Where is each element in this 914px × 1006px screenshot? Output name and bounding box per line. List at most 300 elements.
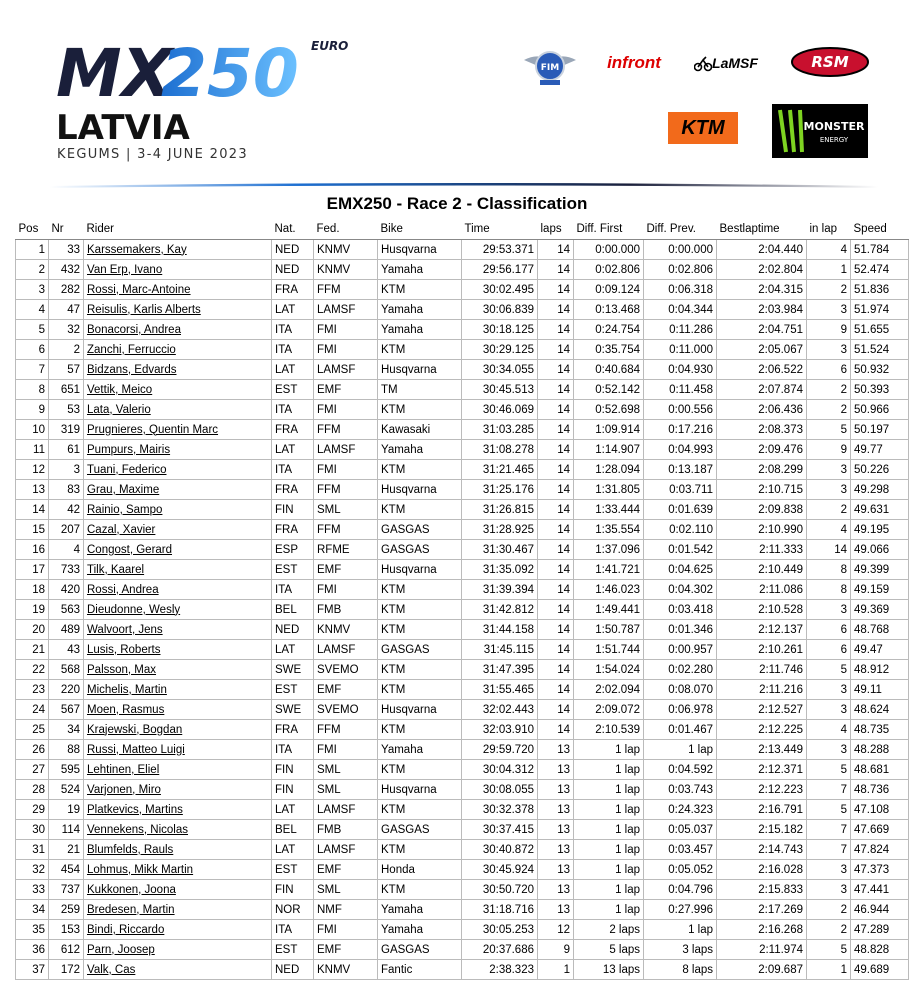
cell-in-lap: 7 bbox=[807, 820, 851, 840]
cell-bike: Yamaha bbox=[378, 740, 462, 760]
cell-diff-first: 1 lap bbox=[574, 860, 644, 880]
cell-fed: EMF bbox=[314, 380, 378, 400]
cell-pos: 17 bbox=[16, 560, 49, 580]
cell-laps: 14 bbox=[538, 240, 574, 260]
cell-nat: ITA bbox=[272, 400, 314, 420]
cell-rider[interactable]: Tuani, Federico bbox=[84, 460, 272, 480]
cell-time: 32:03.910 bbox=[462, 720, 538, 740]
table-row bbox=[16, 700, 909, 720]
cell-pos: 11 bbox=[16, 440, 49, 460]
svg-text:ENERGY: ENERGY bbox=[819, 136, 849, 144]
cell-in-lap: 14 bbox=[807, 540, 851, 560]
svg-text:FIM: FIM bbox=[540, 63, 560, 73]
cell-nat: FRA bbox=[272, 520, 314, 540]
cell-bike: Husqvarna bbox=[378, 480, 462, 500]
cell-pos: 29 bbox=[16, 800, 49, 820]
table-row bbox=[16, 760, 909, 780]
cell-nr: 61 bbox=[49, 440, 84, 460]
classification-table bbox=[15, 219, 909, 980]
cell-speed: 51.836 bbox=[851, 280, 909, 300]
cell-bestlaptime: 2:09.838 bbox=[717, 500, 807, 520]
cell-rider[interactable]: Valk, Cas bbox=[84, 960, 272, 980]
cell-time: 30:34.055 bbox=[462, 360, 538, 380]
cell-diff-prev: 0:01.639 bbox=[644, 500, 717, 520]
cell-in-lap: 4 bbox=[807, 520, 851, 540]
cell-in-lap: 3 bbox=[807, 880, 851, 900]
table-row bbox=[16, 520, 909, 540]
cell-bestlaptime: 2:02.804 bbox=[717, 260, 807, 280]
lamsf-bike-icon bbox=[694, 54, 712, 72]
cell-pos: 30 bbox=[16, 820, 49, 840]
cell-nr: 259 bbox=[49, 900, 84, 920]
cell-fed: FFM bbox=[314, 480, 378, 500]
cell-rider[interactable]: Rossi, Marc-Antoine bbox=[84, 280, 272, 300]
cell-nr: 568 bbox=[49, 660, 84, 680]
cell-bestlaptime: 2:12.371 bbox=[717, 760, 807, 780]
cell-bike: GASGAS bbox=[378, 540, 462, 560]
cell-time: 30:02.495 bbox=[462, 280, 538, 300]
table-row bbox=[16, 480, 909, 500]
cell-laps: 14 bbox=[538, 580, 574, 600]
cell-in-lap: 2 bbox=[807, 920, 851, 940]
cell-rider[interactable]: Krajewski, Bogdan bbox=[84, 720, 272, 740]
cell-bestlaptime: 2:04.440 bbox=[717, 240, 807, 260]
cell-diff-first: 0:40.684 bbox=[574, 360, 644, 380]
cell-diff-prev: 0:03.743 bbox=[644, 780, 717, 800]
cell-speed: 49.631 bbox=[851, 500, 909, 520]
cell-pos: 36 bbox=[16, 940, 49, 960]
cell-nr: 595 bbox=[49, 760, 84, 780]
cell-bestlaptime: 2:16.268 bbox=[717, 920, 807, 940]
cell-rider[interactable]: Congost, Gerard bbox=[84, 540, 272, 560]
cell-nat: ITA bbox=[272, 340, 314, 360]
cell-pos: 24 bbox=[16, 700, 49, 720]
cell-rider[interactable]: Platkevics, Martins bbox=[84, 800, 272, 820]
cell-in-lap: 5 bbox=[807, 660, 851, 680]
cell-nr: 47 bbox=[49, 300, 84, 320]
cell-bike: Husqvarna bbox=[378, 780, 462, 800]
cell-fed: KNMV bbox=[314, 240, 378, 260]
cell-time: 30:08.055 bbox=[462, 780, 538, 800]
cell-diff-prev: 0:00.000 bbox=[644, 240, 717, 260]
cell-nat: EST bbox=[272, 560, 314, 580]
table-row bbox=[16, 460, 909, 480]
cell-bestlaptime: 2:03.984 bbox=[717, 300, 807, 320]
cell-laps: 14 bbox=[538, 380, 574, 400]
cell-bike: Honda bbox=[378, 860, 462, 880]
cell-nr: 83 bbox=[49, 480, 84, 500]
cell-rider[interactable]: Walvoort, Jens bbox=[84, 620, 272, 640]
cell-time: 30:37.415 bbox=[462, 820, 538, 840]
cell-rider[interactable]: Dieudonne, Wesly bbox=[84, 600, 272, 620]
table-row bbox=[16, 580, 909, 600]
cell-in-lap: 7 bbox=[807, 840, 851, 860]
table-row bbox=[16, 260, 909, 280]
cell-speed: 48.828 bbox=[851, 940, 909, 960]
cell-pos: 12 bbox=[16, 460, 49, 480]
cell-speed: 50.932 bbox=[851, 360, 909, 380]
cell-bestlaptime: 2:11.333 bbox=[717, 540, 807, 560]
table-row bbox=[16, 420, 909, 440]
cell-rider[interactable]: Prugnieres, Quentin Marc bbox=[84, 420, 272, 440]
cell-rider[interactable]: Cazal, Xavier bbox=[84, 520, 272, 540]
cell-pos: 7 bbox=[16, 360, 49, 380]
cell-nat: FIN bbox=[272, 760, 314, 780]
cell-bike: KTM bbox=[378, 880, 462, 900]
cell-fed: FMI bbox=[314, 740, 378, 760]
cell-nr: 454 bbox=[49, 860, 84, 880]
cell-fed: FMI bbox=[314, 320, 378, 340]
cell-rider[interactable]: Pumpurs, Mairis bbox=[84, 440, 272, 460]
cell-diff-first: 1 lap bbox=[574, 880, 644, 900]
cell-in-lap: 5 bbox=[807, 940, 851, 960]
cell-in-lap: 7 bbox=[807, 780, 851, 800]
cell-diff-prev: 0:17.216 bbox=[644, 420, 717, 440]
cell-in-lap: 3 bbox=[807, 860, 851, 880]
cell-time: 31:30.467 bbox=[462, 540, 538, 560]
cell-diff-prev: 0:06.318 bbox=[644, 280, 717, 300]
cell-laps: 13 bbox=[538, 740, 574, 760]
cell-laps: 14 bbox=[538, 280, 574, 300]
cell-fed: NMF bbox=[314, 900, 378, 920]
cell-in-lap: 5 bbox=[807, 760, 851, 780]
cell-bestlaptime: 2:15.182 bbox=[717, 820, 807, 840]
cell-diff-prev: 0:08.070 bbox=[644, 680, 717, 700]
cell-rider[interactable]: Van Erp, Ivano bbox=[84, 260, 272, 280]
cell-pos: 1 bbox=[16, 240, 49, 260]
mx250-logo bbox=[56, 36, 356, 106]
cell-bestlaptime: 2:12.527 bbox=[717, 700, 807, 720]
table-row bbox=[16, 640, 909, 660]
cell-nr: 53 bbox=[49, 400, 84, 420]
cell-laps: 14 bbox=[538, 560, 574, 580]
cell-bestlaptime: 2:10.715 bbox=[717, 480, 807, 500]
cell-in-lap: 1 bbox=[807, 260, 851, 280]
cell-pos: 10 bbox=[16, 420, 49, 440]
cell-diff-first: 1 lap bbox=[574, 900, 644, 920]
cell-diff-first: 1:54.024 bbox=[574, 660, 644, 680]
cell-nr: 524 bbox=[49, 780, 84, 800]
cell-bestlaptime: 2:16.028 bbox=[717, 860, 807, 880]
cell-nat: LAT bbox=[272, 360, 314, 380]
cell-rider[interactable]: Grau, Maxime bbox=[84, 480, 272, 500]
cell-laps: 1 bbox=[538, 960, 574, 980]
cell-time: 32:02.443 bbox=[462, 700, 538, 720]
cell-rider[interactable]: Tilk, Kaarel bbox=[84, 560, 272, 580]
table-row bbox=[16, 600, 909, 620]
cell-diff-prev: 1 lap bbox=[644, 740, 717, 760]
cell-in-lap: 4 bbox=[807, 720, 851, 740]
cell-nr: 57 bbox=[49, 360, 84, 380]
cell-rider[interactable]: Kukkonen, Joona bbox=[84, 880, 272, 900]
cell-bestlaptime: 2:09.687 bbox=[717, 960, 807, 980]
cell-diff-first: 0:52.698 bbox=[574, 400, 644, 420]
cell-rider[interactable]: Vennekens, Nicolas bbox=[84, 820, 272, 840]
page-header bbox=[0, 0, 914, 190]
cell-rider[interactable]: Bonacorsi, Andrea bbox=[84, 320, 272, 340]
cell-bike: KTM bbox=[378, 620, 462, 640]
fim-logo bbox=[522, 44, 578, 90]
cell-speed: 49.159 bbox=[851, 580, 909, 600]
cell-bestlaptime: 2:11.216 bbox=[717, 680, 807, 700]
cell-nat: EST bbox=[272, 860, 314, 880]
cell-pos: 8 bbox=[16, 380, 49, 400]
cell-rider[interactable]: Zanchi, Ferruccio bbox=[84, 340, 272, 360]
cell-in-lap: 3 bbox=[807, 740, 851, 760]
cell-nat: ITA bbox=[272, 740, 314, 760]
cell-diff-first: 2 laps bbox=[574, 920, 644, 940]
cell-speed: 46.944 bbox=[851, 900, 909, 920]
cell-fed: FFM bbox=[314, 420, 378, 440]
cell-fed: KNMV bbox=[314, 960, 378, 980]
cell-rider[interactable]: Blumfelds, Rauls bbox=[84, 840, 272, 860]
cell-speed: 52.474 bbox=[851, 260, 909, 280]
cell-bike: Husqvarna bbox=[378, 240, 462, 260]
cell-rider[interactable]: Michelis, Martin bbox=[84, 680, 272, 700]
cell-speed: 48.736 bbox=[851, 780, 909, 800]
cell-laps: 14 bbox=[538, 680, 574, 700]
cell-fed: EMF bbox=[314, 860, 378, 880]
cell-diff-first: 1:09.914 bbox=[574, 420, 644, 440]
cell-fed: SVEMO bbox=[314, 660, 378, 680]
column-header-nat: Nat. bbox=[272, 219, 314, 240]
cell-nat: ITA bbox=[272, 580, 314, 600]
cell-rider[interactable]: Parn, Joosep bbox=[84, 940, 272, 960]
cell-in-lap: 9 bbox=[807, 440, 851, 460]
cell-laps: 13 bbox=[538, 820, 574, 840]
logo-mx-text: MX bbox=[56, 36, 173, 106]
table-row bbox=[16, 320, 909, 340]
cell-in-lap: 8 bbox=[807, 580, 851, 600]
cell-in-lap: 6 bbox=[807, 360, 851, 380]
cell-laps: 13 bbox=[538, 900, 574, 920]
cell-rider[interactable]: Vettik, Meico bbox=[84, 380, 272, 400]
cell-diff-prev: 0:11.000 bbox=[644, 340, 717, 360]
cell-speed: 49.399 bbox=[851, 560, 909, 580]
cell-diff-first: 2:09.072 bbox=[574, 700, 644, 720]
cell-rider[interactable]: Varjonen, Miro bbox=[84, 780, 272, 800]
cell-time: 31:26.815 bbox=[462, 500, 538, 520]
cell-nr: 220 bbox=[49, 680, 84, 700]
cell-diff-prev: 0:02.806 bbox=[644, 260, 717, 280]
column-header-pos: Pos bbox=[16, 219, 49, 240]
cell-rider[interactable]: Bidzans, Edvards bbox=[84, 360, 272, 380]
cell-nr: 114 bbox=[49, 820, 84, 840]
cell-time: 31:08.278 bbox=[462, 440, 538, 460]
cell-fed: FFM bbox=[314, 520, 378, 540]
cell-pos: 18 bbox=[16, 580, 49, 600]
cell-in-lap: 2 bbox=[807, 280, 851, 300]
cell-speed: 49.298 bbox=[851, 480, 909, 500]
cell-pos: 34 bbox=[16, 900, 49, 920]
cell-fed: FFM bbox=[314, 720, 378, 740]
cell-speed: 49.11 bbox=[851, 680, 909, 700]
table-row bbox=[16, 440, 909, 460]
table-row bbox=[16, 540, 909, 560]
cell-speed: 50.393 bbox=[851, 380, 909, 400]
cell-rider[interactable]: Palsson, Max bbox=[84, 660, 272, 680]
cell-bike: Yamaha bbox=[378, 320, 462, 340]
cell-bestlaptime: 2:17.269 bbox=[717, 900, 807, 920]
cell-pos: 21 bbox=[16, 640, 49, 660]
cell-in-lap: 3 bbox=[807, 480, 851, 500]
cell-diff-first: 1:31.805 bbox=[574, 480, 644, 500]
cell-fed: FMI bbox=[314, 580, 378, 600]
cell-fed: KNMV bbox=[314, 260, 378, 280]
cell-speed: 47.669 bbox=[851, 820, 909, 840]
cell-bestlaptime: 2:16.791 bbox=[717, 800, 807, 820]
cell-bestlaptime: 2:08.373 bbox=[717, 420, 807, 440]
cell-speed: 48.288 bbox=[851, 740, 909, 760]
cell-nr: 489 bbox=[49, 620, 84, 640]
cell-bike: Husqvarna bbox=[378, 360, 462, 380]
cell-rider[interactable]: Moen, Rasmus bbox=[84, 700, 272, 720]
rsm-logo bbox=[790, 46, 870, 78]
cell-rider[interactable]: Rossi, Andrea bbox=[84, 580, 272, 600]
cell-diff-first: 0:52.142 bbox=[574, 380, 644, 400]
cell-time: 31:21.465 bbox=[462, 460, 538, 480]
cell-diff-first: 0:13.468 bbox=[574, 300, 644, 320]
cell-in-lap: 1 bbox=[807, 960, 851, 980]
column-header-speed: Speed bbox=[851, 219, 909, 240]
cell-fed: LAMSF bbox=[314, 840, 378, 860]
cell-diff-prev: 0:05.052 bbox=[644, 860, 717, 880]
cell-in-lap: 3 bbox=[807, 340, 851, 360]
cell-in-lap: 4 bbox=[807, 240, 851, 260]
cell-speed: 47.373 bbox=[851, 860, 909, 880]
cell-time: 29:56.177 bbox=[462, 260, 538, 280]
cell-rider[interactable]: Lehtinen, Eliel bbox=[84, 760, 272, 780]
cell-laps: 14 bbox=[538, 420, 574, 440]
cell-diff-prev: 0:04.796 bbox=[644, 880, 717, 900]
cell-fed: FMI bbox=[314, 920, 378, 940]
table-row bbox=[16, 860, 909, 880]
cell-time: 31:18.716 bbox=[462, 900, 538, 920]
cell-time: 30:45.513 bbox=[462, 380, 538, 400]
table-row bbox=[16, 840, 909, 860]
cell-rider[interactable]: Lusis, Roberts bbox=[84, 640, 272, 660]
cell-nr: 420 bbox=[49, 580, 84, 600]
table-row bbox=[16, 360, 909, 380]
cell-in-lap: 3 bbox=[807, 700, 851, 720]
cell-diff-prev: 0:27.996 bbox=[644, 900, 717, 920]
cell-bike: KTM bbox=[378, 760, 462, 780]
cell-rider[interactable]: Lata, Valerio bbox=[84, 400, 272, 420]
cell-in-lap: 3 bbox=[807, 680, 851, 700]
column-header-time: Time bbox=[462, 219, 538, 240]
cell-time: 30:40.872 bbox=[462, 840, 538, 860]
column-header-diff-prev: Diff. Prev. bbox=[644, 219, 717, 240]
cell-nat: NED bbox=[272, 260, 314, 280]
cell-speed: 49.47 bbox=[851, 640, 909, 660]
cell-nat: FRA bbox=[272, 720, 314, 740]
table-row bbox=[16, 940, 909, 960]
cell-pos: 2 bbox=[16, 260, 49, 280]
cell-laps: 9 bbox=[538, 940, 574, 960]
cell-rider[interactable]: Reisulis, Karlis Alberts bbox=[84, 300, 272, 320]
cell-pos: 32 bbox=[16, 860, 49, 880]
cell-in-lap: 2 bbox=[807, 900, 851, 920]
cell-laps: 14 bbox=[538, 440, 574, 460]
table-header-row bbox=[16, 219, 909, 240]
cell-rider[interactable]: Lohmus, Mikk Martin bbox=[84, 860, 272, 880]
cell-diff-prev: 0:04.993 bbox=[644, 440, 717, 460]
cell-nr: 4 bbox=[49, 540, 84, 560]
cell-nr: 567 bbox=[49, 700, 84, 720]
cell-fed: SML bbox=[314, 880, 378, 900]
cell-diff-first: 1:41.721 bbox=[574, 560, 644, 580]
cell-speed: 49.689 bbox=[851, 960, 909, 980]
cell-laps: 13 bbox=[538, 800, 574, 820]
cell-bestlaptime: 2:08.299 bbox=[717, 460, 807, 480]
cell-diff-prev: 0:02.110 bbox=[644, 520, 717, 540]
cell-speed: 47.824 bbox=[851, 840, 909, 860]
cell-rider[interactable]: Rainio, Sampo bbox=[84, 500, 272, 520]
cell-diff-first: 0:35.754 bbox=[574, 340, 644, 360]
cell-pos: 35 bbox=[16, 920, 49, 940]
table-row bbox=[16, 900, 909, 920]
cell-diff-first: 1 lap bbox=[574, 760, 644, 780]
cell-nat: BEL bbox=[272, 600, 314, 620]
cell-rider[interactable]: Karssemakers, Kay bbox=[84, 240, 272, 260]
cell-pos: 6 bbox=[16, 340, 49, 360]
cell-bestlaptime: 2:12.223 bbox=[717, 780, 807, 800]
cell-speed: 48.624 bbox=[851, 700, 909, 720]
cell-rider[interactable]: Bindi, Riccardo bbox=[84, 920, 272, 940]
cell-bestlaptime: 2:11.086 bbox=[717, 580, 807, 600]
cell-bike: Husqvarna bbox=[378, 700, 462, 720]
cell-rider[interactable]: Russi, Matteo Luigi bbox=[84, 740, 272, 760]
cell-in-lap: 3 bbox=[807, 460, 851, 480]
cell-diff-first: 0:09.124 bbox=[574, 280, 644, 300]
cell-bike: TM bbox=[378, 380, 462, 400]
cell-in-lap: 5 bbox=[807, 800, 851, 820]
cell-laps: 14 bbox=[538, 500, 574, 520]
cell-laps: 14 bbox=[538, 400, 574, 420]
cell-pos: 20 bbox=[16, 620, 49, 640]
cell-nr: 319 bbox=[49, 420, 84, 440]
cell-in-lap: 3 bbox=[807, 600, 851, 620]
location-title: LATVIA bbox=[56, 108, 190, 148]
cell-rider[interactable]: Bredesen, Martin bbox=[84, 900, 272, 920]
cell-bike: KTM bbox=[378, 720, 462, 740]
cell-time: 31:28.925 bbox=[462, 520, 538, 540]
cell-fed: LAMSF bbox=[314, 440, 378, 460]
cell-bestlaptime: 2:13.449 bbox=[717, 740, 807, 760]
cell-diff-first: 2:02.094 bbox=[574, 680, 644, 700]
cell-diff-prev: 0:13.187 bbox=[644, 460, 717, 480]
cell-time: 31:25.176 bbox=[462, 480, 538, 500]
cell-diff-first: 13 laps bbox=[574, 960, 644, 980]
cell-pos: 9 bbox=[16, 400, 49, 420]
cell-bike: Yamaha bbox=[378, 900, 462, 920]
cell-nat: EST bbox=[272, 680, 314, 700]
cell-bike: KTM bbox=[378, 600, 462, 620]
cell-in-lap: 8 bbox=[807, 560, 851, 580]
cell-nr: 432 bbox=[49, 260, 84, 280]
cell-laps: 14 bbox=[538, 620, 574, 640]
cell-time: 30:18.125 bbox=[462, 320, 538, 340]
cell-fed: EMF bbox=[314, 680, 378, 700]
cell-bike: Fantic bbox=[378, 960, 462, 980]
cell-diff-first: 1:33.444 bbox=[574, 500, 644, 520]
cell-nr: 207 bbox=[49, 520, 84, 540]
table-row bbox=[16, 500, 909, 520]
cell-diff-first: 1:37.096 bbox=[574, 540, 644, 560]
cell-nr: 42 bbox=[49, 500, 84, 520]
cell-nat: NED bbox=[272, 960, 314, 980]
cell-time: 30:46.069 bbox=[462, 400, 538, 420]
